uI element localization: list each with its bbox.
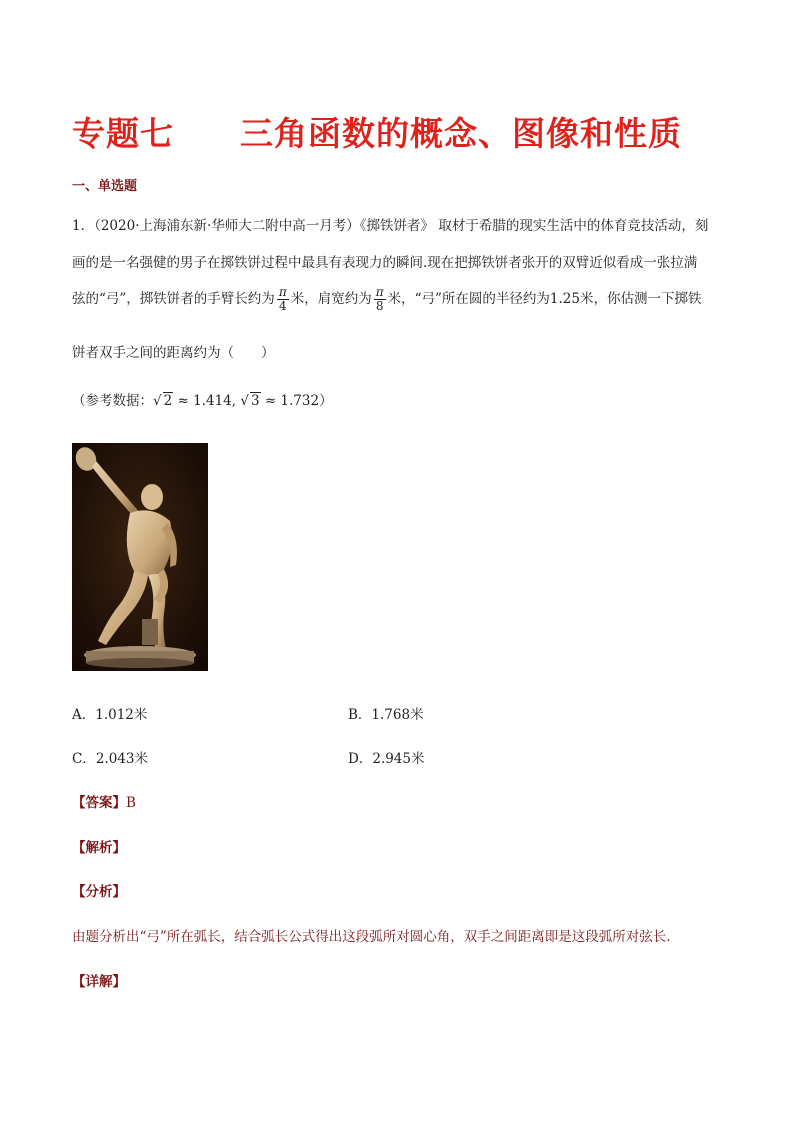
title-topic-name: 三角函数的概念、图像和性质: [240, 114, 682, 153]
sqrt-three: 3: [250, 393, 260, 409]
question-line-1: 1．（2020·上海浦东新·华师大二附中高一月考）《掷铁饼者》 取材于希腊的现实生活中的体育竞技活动，刻: [72, 218, 709, 234]
question-line-4: 饼者双手之间的距离约为（ ）: [72, 345, 275, 361]
option-a[interactable]: A．1.012米: [72, 707, 148, 723]
answer-block: [72, 791, 136, 811]
option-c[interactable]: C．2.043米: [72, 751, 148, 767]
sqrt-two: 2: [163, 393, 173, 409]
explanation-heading: 【解析】: [72, 840, 126, 856]
analysis-heading: 【分析】: [72, 884, 126, 900]
discobolus-statue-image: [72, 443, 208, 671]
section-heading: 一、单选题: [72, 179, 138, 194]
page-title: [72, 108, 682, 155]
fraction-arm-denominator: 4: [278, 299, 287, 313]
reference-mid: ≈ 1.414,: [173, 393, 241, 409]
question-line-3: [72, 286, 701, 313]
fraction-arm-numerator: π: [278, 285, 287, 299]
fraction-shoulder-width: [374, 286, 386, 313]
answer-value: B: [126, 795, 136, 811]
fraction-arm-length: [277, 286, 289, 313]
reference-prefix: （参考数据：: [72, 393, 153, 409]
question-line-3-b: 米，肩宽约为: [290, 291, 372, 307]
answer-label: 【答案】: [72, 795, 126, 811]
reference-data: （参考数据：√ 2 ≈ 1.414, √ 3 ≈ 1.732）: [72, 393, 333, 409]
title-topic-number: 专题七: [72, 114, 174, 153]
question-line-3-a: 弦的“弓”，掷铁饼者的手臂长约为: [72, 291, 275, 307]
question-line-3-c: 米，“弓”所在圆的半径约为1.25米，你估测一下掷铁: [387, 291, 702, 307]
analysis-text: 由题分析出“弓”所在弧长，结合弧长公式得出这段弧所对圆心角，双手之间距离即是这段弧所对弦长.: [72, 929, 671, 945]
question-line-2: 画的是一名强健的男子在掷铁饼过程中最具有表现力的瞬间.现在把掷铁饼者张开的双臂近似看成一张拉满: [72, 255, 698, 271]
option-b[interactable]: B．1.768米: [348, 707, 424, 723]
fraction-shoulder-numerator: π: [375, 285, 384, 299]
fraction-shoulder-denominator: 8: [375, 299, 384, 313]
reference-suffix: ≈ 1.732）: [260, 393, 333, 409]
details-heading: 【详解】: [72, 974, 126, 990]
option-d[interactable]: D．2.945米: [348, 751, 425, 767]
